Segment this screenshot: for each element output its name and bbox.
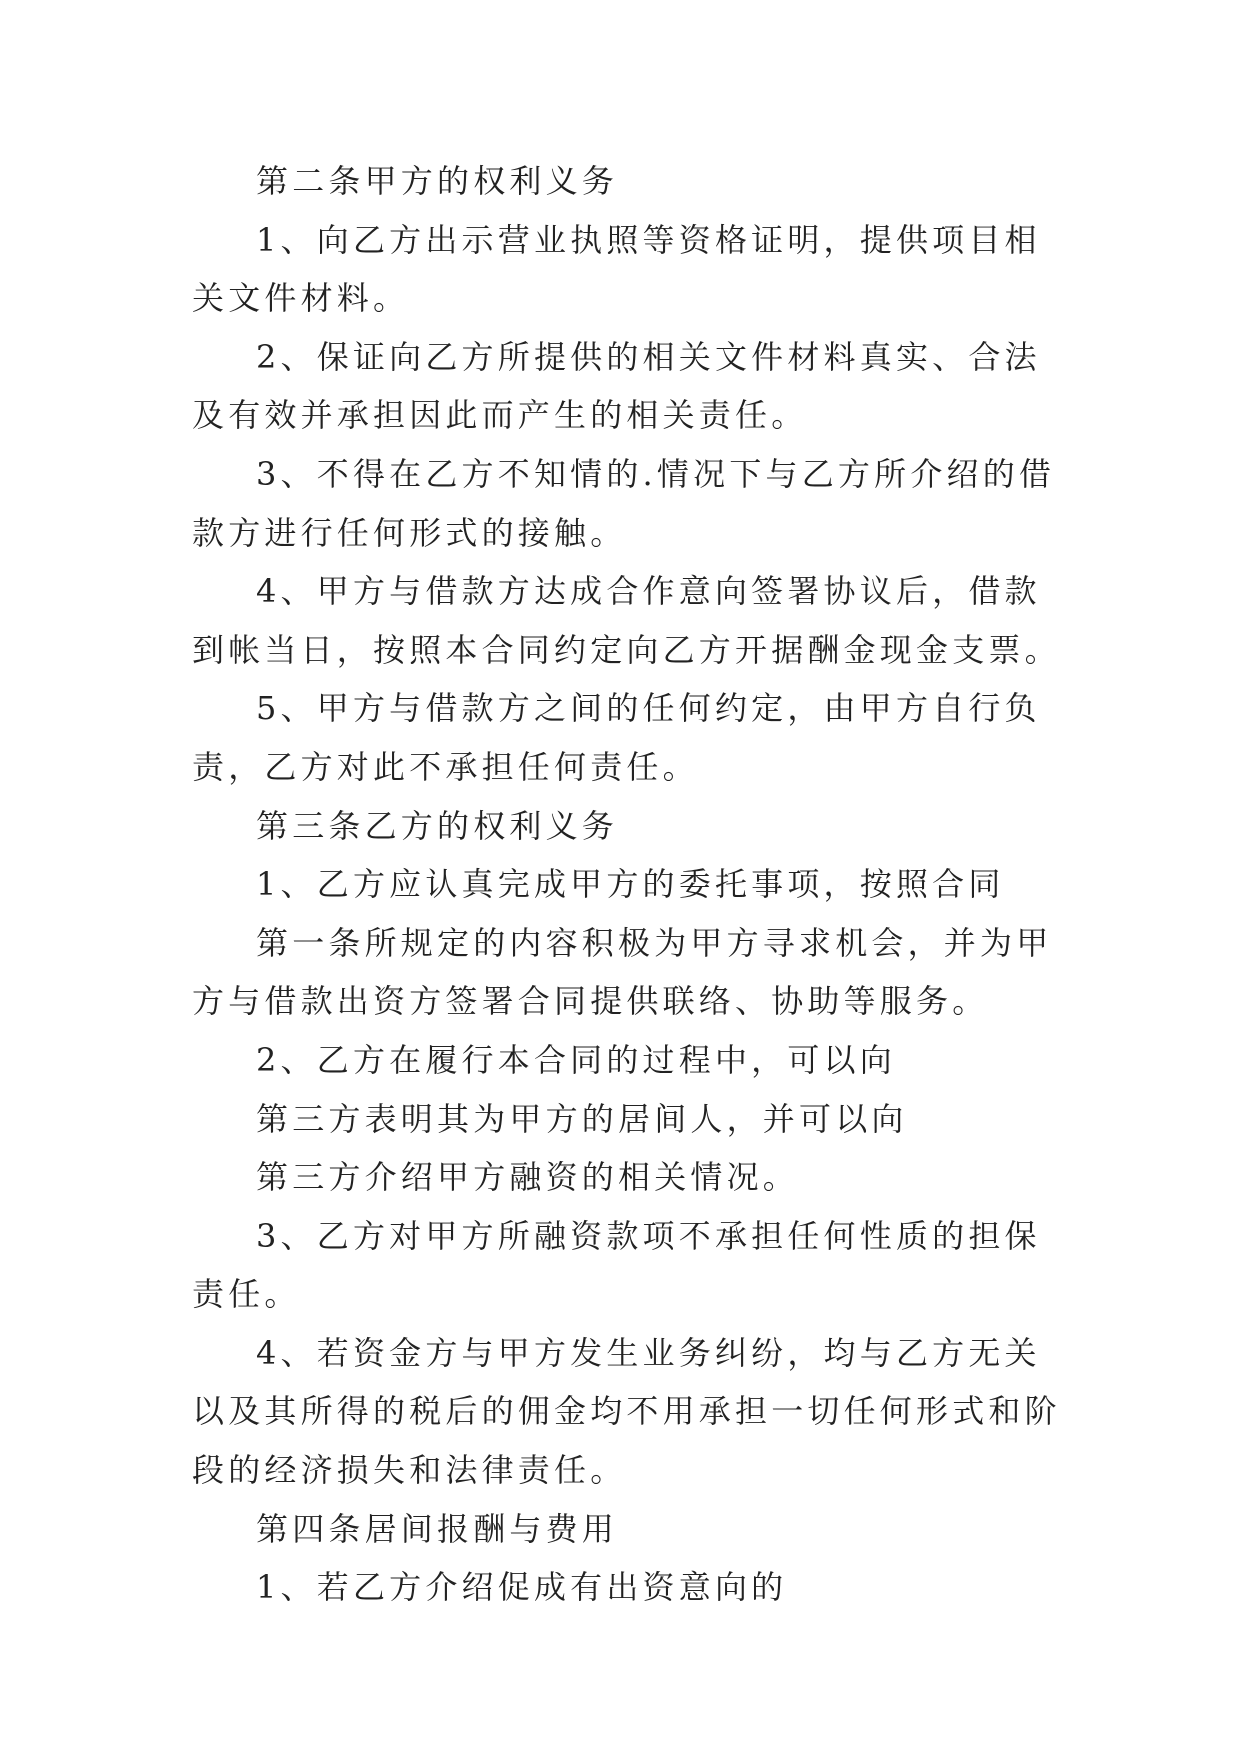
paragraph: 2、乙方在履行本合同的过程中，可以向 [256,1040,896,1079]
paragraph: 1、乙方应认真完成甲方的委托事项，按照合同 [256,865,1005,904]
section-heading: 第四条居间报酬与费用 [256,1509,619,1548]
paragraph: 4、甲方与借款方达成合作意向签署协议后，借款到帐当日，按照本合同约定向乙方开据酬金现金支票。 [192,572,1061,669]
paragraph: 3、不得在乙方不知情的.情况下与乙方所介绍的借款方进行任何形式的接触。 [192,454,1056,552]
paragraph: 第三方表明其为甲方的居间人，并可以向 [256,1099,908,1138]
paragraph: 3、乙方对甲方所融资款项不承担任何性质的担保责任。 [192,1216,1041,1314]
section-heading: 第三条乙方的权利义务 [256,806,619,845]
section-heading: 第二条甲方的权利义务 [256,162,619,200]
paragraph: 2、保证向乙方所提供的相关文件材料真实、合法及有效并承担因此而产生的相关责任。 [192,337,1041,435]
paragraph: 4、若资金方与甲方发生业务纠纷，均与乙方无关以及其所得的税后的佣金均不用承担一切任何形式和阶段的经济损失和法律责任。 [192,1333,1061,1490]
document-body [192,152,1062,1617]
paragraph: 5、甲方与借款方之间的任何约定，由甲方自行负责，乙方对此不承担任何责任。 [192,689,1041,786]
paragraph: 1、向乙方出示营业执照等资格证明，提供项目相关文件材料。 [192,220,1041,318]
paragraph: 第一条所规定的内容积极为甲方寻求机会，并为甲方与借款出资方签署合同提供联络、协助等服务。 [192,923,1053,1021]
paragraph: 1、若乙方介绍促成有出资意向的 [256,1568,788,1607]
paragraph: 第三方介绍甲方融资的相关情况。 [256,1158,800,1197]
